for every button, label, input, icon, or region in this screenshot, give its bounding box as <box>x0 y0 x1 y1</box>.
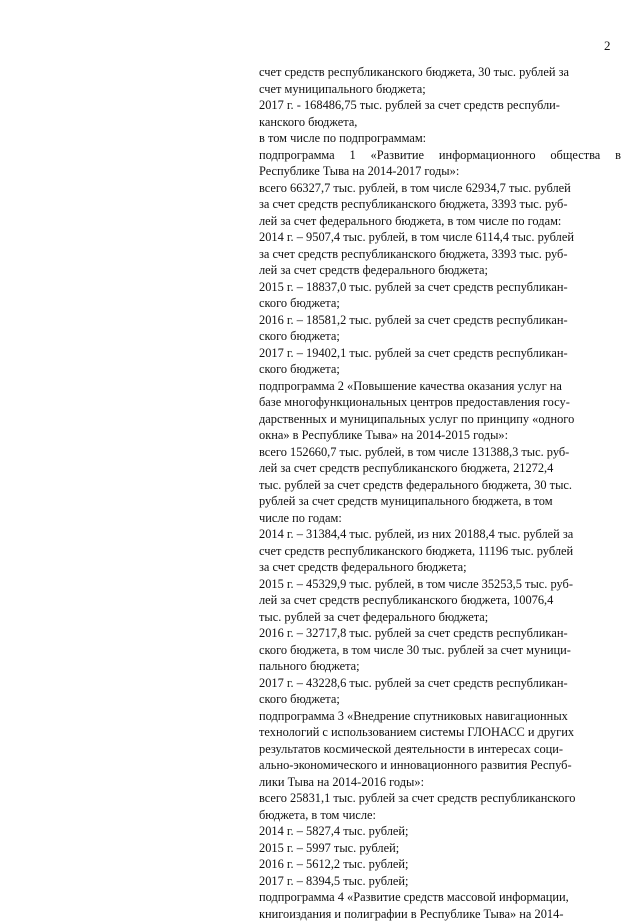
text-line: подпрограмма 3 «Внедрение спутниковых навигационных <box>259 708 621 725</box>
text-line: 2016 г. – 5612,2 тыс. рублей; <box>259 856 621 873</box>
text-line: 2017 г. – 19402,1 тыс. рублей за счет средств республикан- <box>259 345 621 362</box>
text-line: за счет средств республиканского бюджета, 3393 тыс. руб- <box>259 196 621 213</box>
text-line: лики Тыва на 2014-2016 годы»: <box>259 774 621 791</box>
text-line: рублей за счет средств муниципального бюджета, в том <box>259 493 621 510</box>
text-line: счет средств республиканского бюджета, 11196 тыс. рублей <box>259 543 621 560</box>
text-line: за счет средств республиканского бюджета, 3393 тыс. руб- <box>259 246 621 263</box>
text-line: всего 66327,7 тыс. рублей, в том числе 62934,7 тыс. рублей <box>259 180 621 197</box>
text-line: ского бюджета; <box>259 295 621 312</box>
text-line: ского бюджета; <box>259 691 621 708</box>
text-line: тыс. рублей за счет средств федерального бюджета, 30 тыс. <box>259 477 621 494</box>
text-line: результатов космической деятельности в интересах соци- <box>259 741 621 758</box>
text-line: канского бюджета, <box>259 114 621 131</box>
text-line: ского бюджета; <box>259 328 621 345</box>
text-line: Республике Тыва на 2014-2017 годы»: <box>259 163 621 180</box>
text-line: ского бюджета; <box>259 361 621 378</box>
text-line: технологий с использованием системы ГЛОНАСС и других <box>259 724 621 741</box>
text-line: дарственных и муниципальных услуг по принципу «одного <box>259 411 621 428</box>
text-line: лей за счет средств федерального бюджета; <box>259 262 621 279</box>
text-line: тыс. рублей за счет федерального бюджета; <box>259 609 621 626</box>
text-line: 2016 г. – 18581,2 тыс. рублей за счет средств республикан- <box>259 312 621 329</box>
text-line: лей за счет федерального бюджета, в том числе по годам: <box>259 213 621 230</box>
text-line: 2017 г. – 43228,6 тыс. рублей за счет средств республикан- <box>259 675 621 692</box>
text-line: 2014 г. – 5827,4 тыс. рублей; <box>259 823 621 840</box>
text-line: всего 152660,7 тыс. рублей, в том числе 131388,3 тыс. руб- <box>259 444 621 461</box>
text-line: счет средств республиканского бюджета, 30 тыс. рублей за <box>259 64 621 81</box>
text-line: 2017 г. – 8394,5 тыс. рублей; <box>259 873 621 890</box>
text-line: в том числе по подпрограммам: <box>259 130 621 147</box>
text-line: окна» в Республике Тыва» на 2014-2015 годы»: <box>259 427 621 444</box>
text-line: лей за счет средств республиканского бюджета, 10076,4 <box>259 592 621 609</box>
text-line: лей за счет средств республиканского бюджета, 21272,4 <box>259 460 621 477</box>
text-line: 2016 г. – 32717,8 тыс. рублей за счет средств республикан- <box>259 625 621 642</box>
text-line: 2015 г. – 18837,0 тыс. рублей за счет средств республикан- <box>259 279 621 296</box>
text-line: книгоиздания и полиграфии в Республике Тыва» на 2014- <box>259 906 621 922</box>
text-line: счет муниципального бюджета; <box>259 81 621 98</box>
text-line: подпрограмма 1 «Развитие информационного общества в <box>259 147 621 164</box>
text-line: 2014 г. – 9507,4 тыс. рублей, в том числе 6114,4 тыс. рублей <box>259 229 621 246</box>
text-line: подпрограмма 4 «Развитие средств массовой информации, <box>259 889 621 906</box>
text-line: всего 25831,1 тыс. рублей за счет средств республиканского <box>259 790 621 807</box>
text-line: бюджета, в том числе: <box>259 807 621 824</box>
text-line: 2015 г. – 5997 тыс. рублей; <box>259 840 621 857</box>
text-line: подпрограмма 2 «Повышение качества оказания услуг на <box>259 378 621 395</box>
text-line: 2014 г. – 31384,4 тыс. рублей, из них 20188,4 тыс. рублей за <box>259 526 621 543</box>
text-line: пального бюджета; <box>259 658 621 675</box>
document-body <box>259 64 621 922</box>
page-number: 2 <box>604 38 611 54</box>
text-line: базе многофункциональных центров предоставления госу- <box>259 394 621 411</box>
text-line: за счет средств федерального бюджета; <box>259 559 621 576</box>
text-line: 2017 г. - 168486,75 тыс. рублей за счет средств республи- <box>259 97 621 114</box>
text-line: числе по годам: <box>259 510 621 527</box>
text-line: ского бюджета, в том числе 30 тыс. рублей за счет муници- <box>259 642 621 659</box>
text-line: ально-экономического и инновационного развития Респуб- <box>259 757 621 774</box>
text-line: 2015 г. – 45329,9 тыс. рублей, в том числе 35253,5 тыс. руб- <box>259 576 621 593</box>
